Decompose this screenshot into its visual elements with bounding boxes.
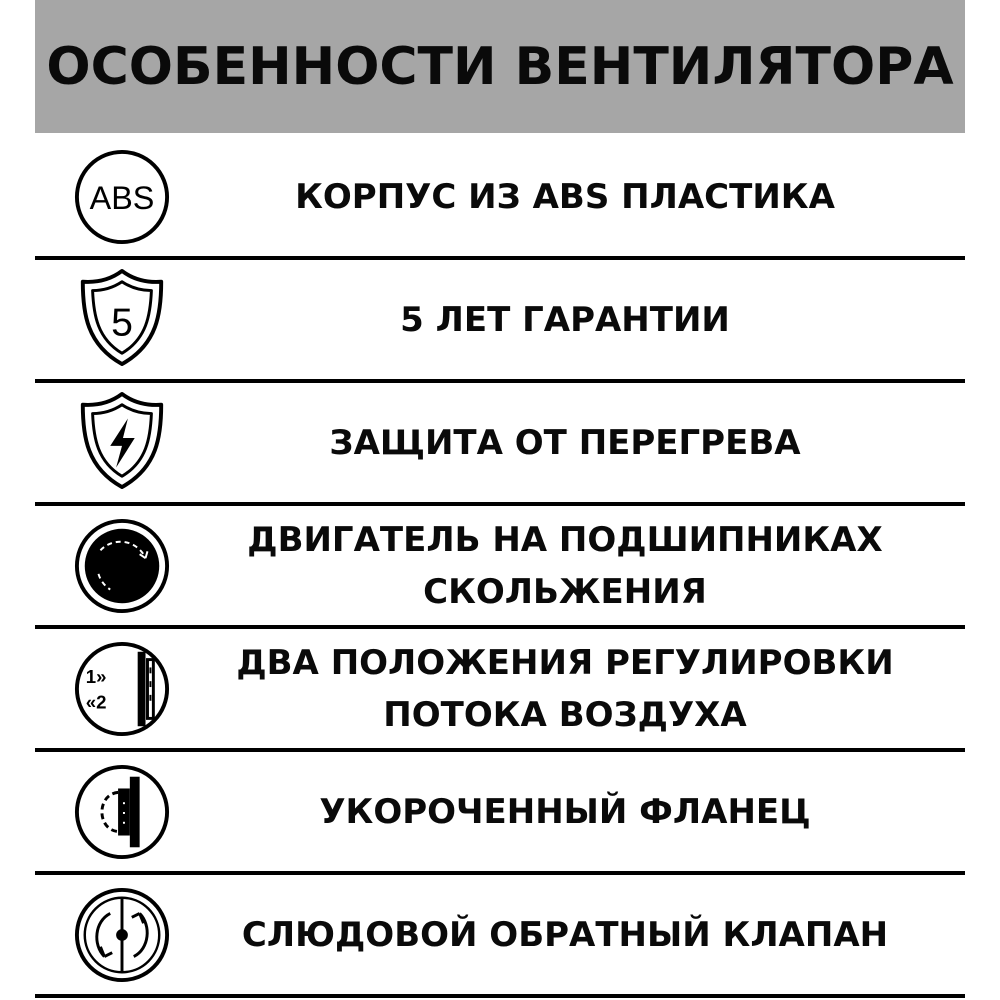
header-bar [35,0,965,133]
feature-row-motor [35,506,965,625]
airflow-mode-icon [73,637,171,741]
feature-line: СЛЮДОВОЙ ОБРАТНЫЙ КЛАПАН [241,914,889,955]
feature-text-airflow [236,629,894,748]
feature-line: ДВИГАТЕЛЬ НА ПОДШИПНИКАХ [247,519,883,560]
page-title: ОСОБЕННОСТИ ВЕНТИЛЯТОРА [46,36,954,97]
feature-line: 5 ЛЕТ ГАРАНТИИ [400,299,730,340]
feature-line: УКОРОЧЕННЫЙ ФЛАНЕЦ [319,791,811,832]
feature-row-warranty [35,260,965,379]
shield-5-label: 5 [111,301,133,345]
feature-text-flange [255,752,875,871]
feature-text-overheat [255,383,875,502]
feature-line: ЗАЩИТА ОТ ПЕРЕГРЕВА [329,422,801,463]
feature-row-airflow [35,629,965,748]
mode-1-label: 1» [85,666,107,688]
divider [35,994,965,998]
mode-2-label: «2 [85,691,107,713]
feature-row-abs [35,137,965,256]
feature-text-motor [247,506,883,625]
short-flange-icon [73,760,171,864]
motor-bearing-icon [73,514,171,618]
check-valve-icon [73,883,171,987]
feature-text-valve [241,875,889,994]
abs-circle-icon [73,145,171,249]
feature-row-flange [35,752,965,871]
feature-line: ДВА ПОЛОЖЕНИЯ РЕГУЛИРОВКИ [236,642,894,683]
shield-lightning-icon [73,389,171,493]
feature-line: ПОТОКА ВОЗДУХА [383,694,747,735]
feature-row-valve [35,875,965,994]
feature-row-overheat [35,383,965,502]
abs-icon-label: ABS [89,179,155,216]
feature-text-abs [255,137,875,256]
feature-line: КОРПУС ИЗ ABS ПЛАСТИКА [295,176,835,217]
feature-text-warranty [255,260,875,379]
feature-line: СКОЛЬЖЕНИЯ [423,571,707,612]
shield-5-icon [73,266,171,370]
